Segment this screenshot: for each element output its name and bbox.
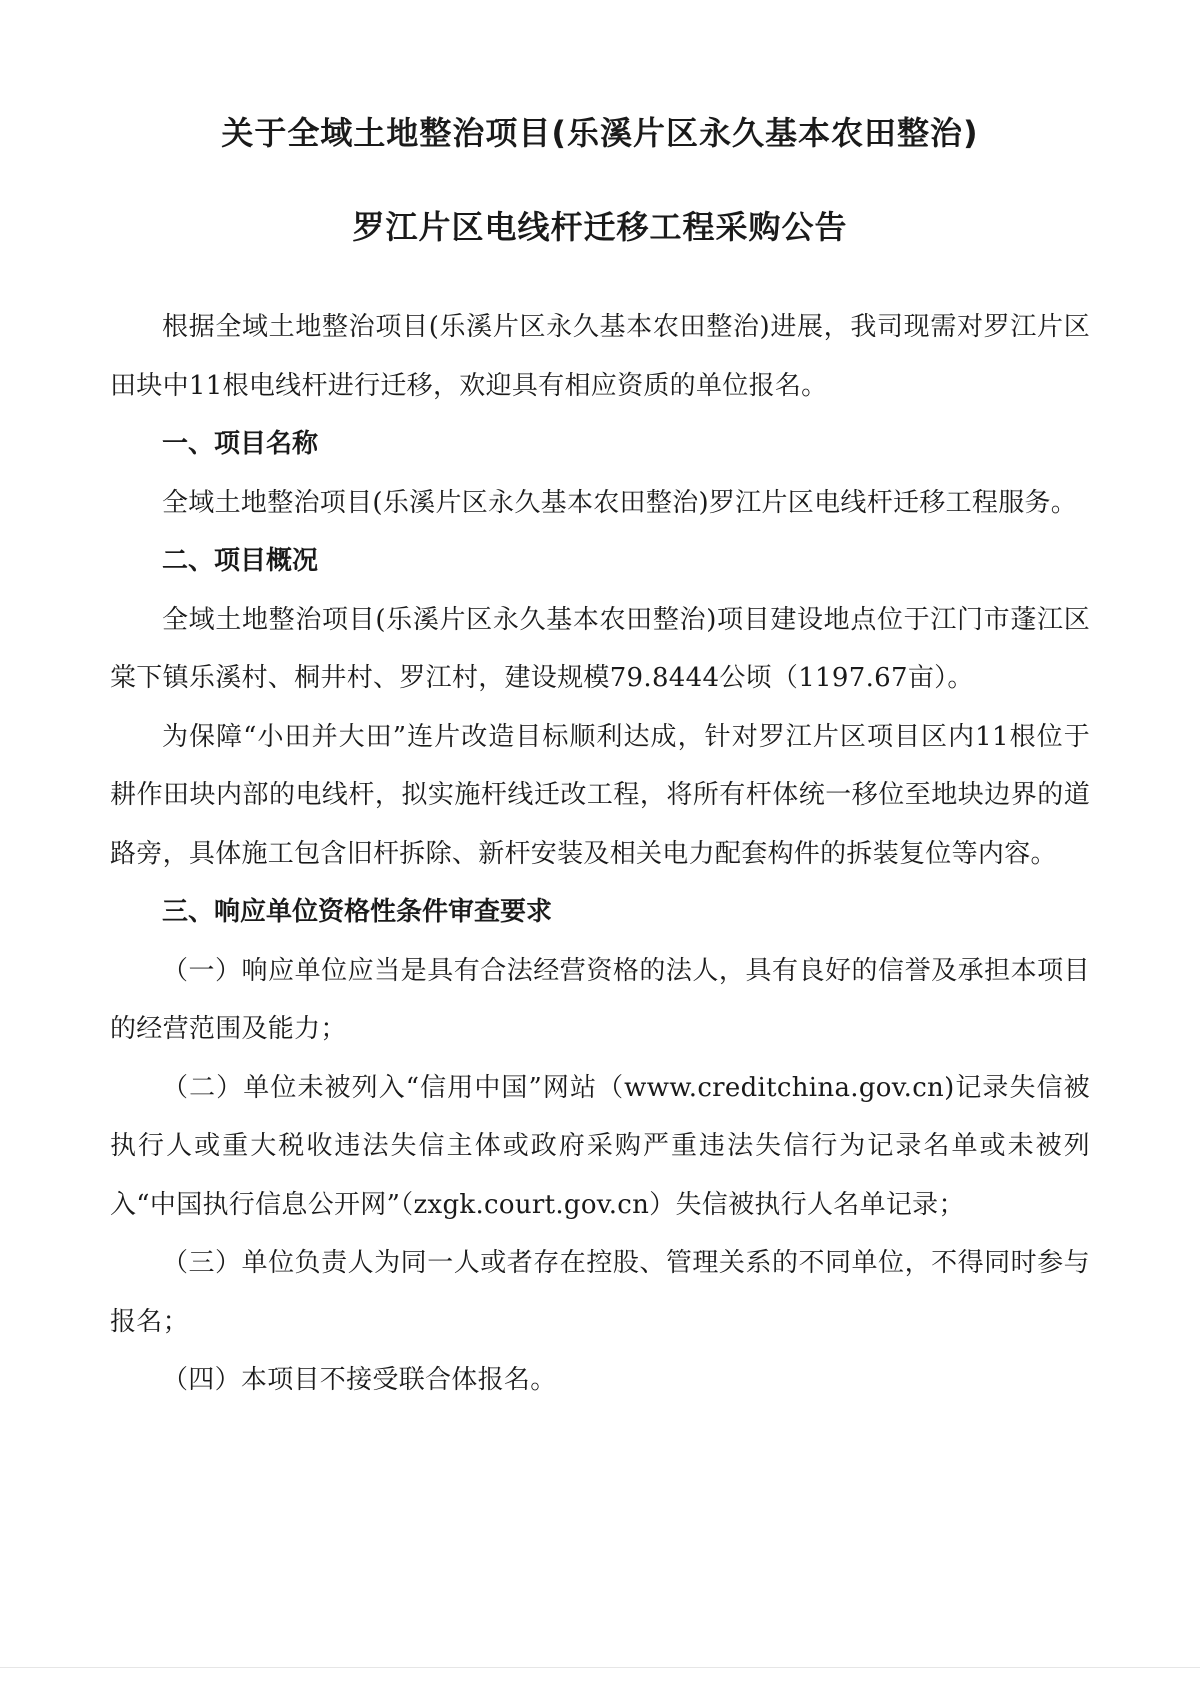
qualification-item-4: （四）本项目不接受联合体报名。 xyxy=(162,1365,557,1395)
intro-paragraph: 根据全域土地整治项目(乐溪片区永久基本农田整治)进展，我司现需对罗江片区田块中11根电线杆进行迁移，欢迎具有相应资质的单位报名。 xyxy=(110,312,1090,401)
section-heading-qualification: 三、响应单位资格性条件审查要求 xyxy=(162,897,553,927)
overview-paragraph-1: 全域土地整治项目(乐溪片区永久基本农田整治)项目建设地点位于江门市蓬江区棠下镇乐溪村、桐井村、罗江村，建设规模79.8444公顷（1197.67亩）。 xyxy=(110,604,1090,693)
section-heading-project-overview: 二、项目概况 xyxy=(162,546,319,576)
document-title-line1: 关于全域土地整治项目(乐溪片区永久基本农田整治) xyxy=(221,114,979,152)
project-name-paragraph: 全域土地整治项目(乐溪片区永久基本农田整治)罗江片区电线杆迁移工程服务。 xyxy=(162,487,1078,518)
scan-edge-line xyxy=(0,1667,1200,1668)
qualification-item-1: （一）响应单位应当是具有合法经营资格的法人，具有良好的信誉及承担本项目的经营范围及能力； xyxy=(110,955,1090,1044)
section-heading-project-name: 一、项目名称 xyxy=(162,429,319,459)
qualification-item-3: （三）单位负责人为同一人或者存在控股、管理关系的不同单位，不得同时参与报名； xyxy=(110,1248,1090,1337)
overview-paragraph-2: 为保障“小田并大田”连片改造目标顺利达成，针对罗江片区项目区内11根位于耕作田块内部的电线杆，拟实施杆线迁改工程，将所有杆体统一移位至地块边界的道路旁，具体施工包含旧杆拆除、新杆安装及相关电力配套构件的拆装复位等内容。 xyxy=(110,721,1090,869)
qualification-item-2: （二）单位未被列入“信用中国”网站（www.creditchina.gov.cn)记录失信被执行人或重大税收违法失信主体或政府采购严重违法失信行为记录名单或未被列入“中国执行信息公开网”（zxgk.court.gov.cn）失信被执行人名单记录； xyxy=(110,1072,1090,1220)
document-body xyxy=(110,298,1090,1410)
document-title-line2: 罗江片区电线杆迁移工程采购公告 xyxy=(352,208,848,246)
